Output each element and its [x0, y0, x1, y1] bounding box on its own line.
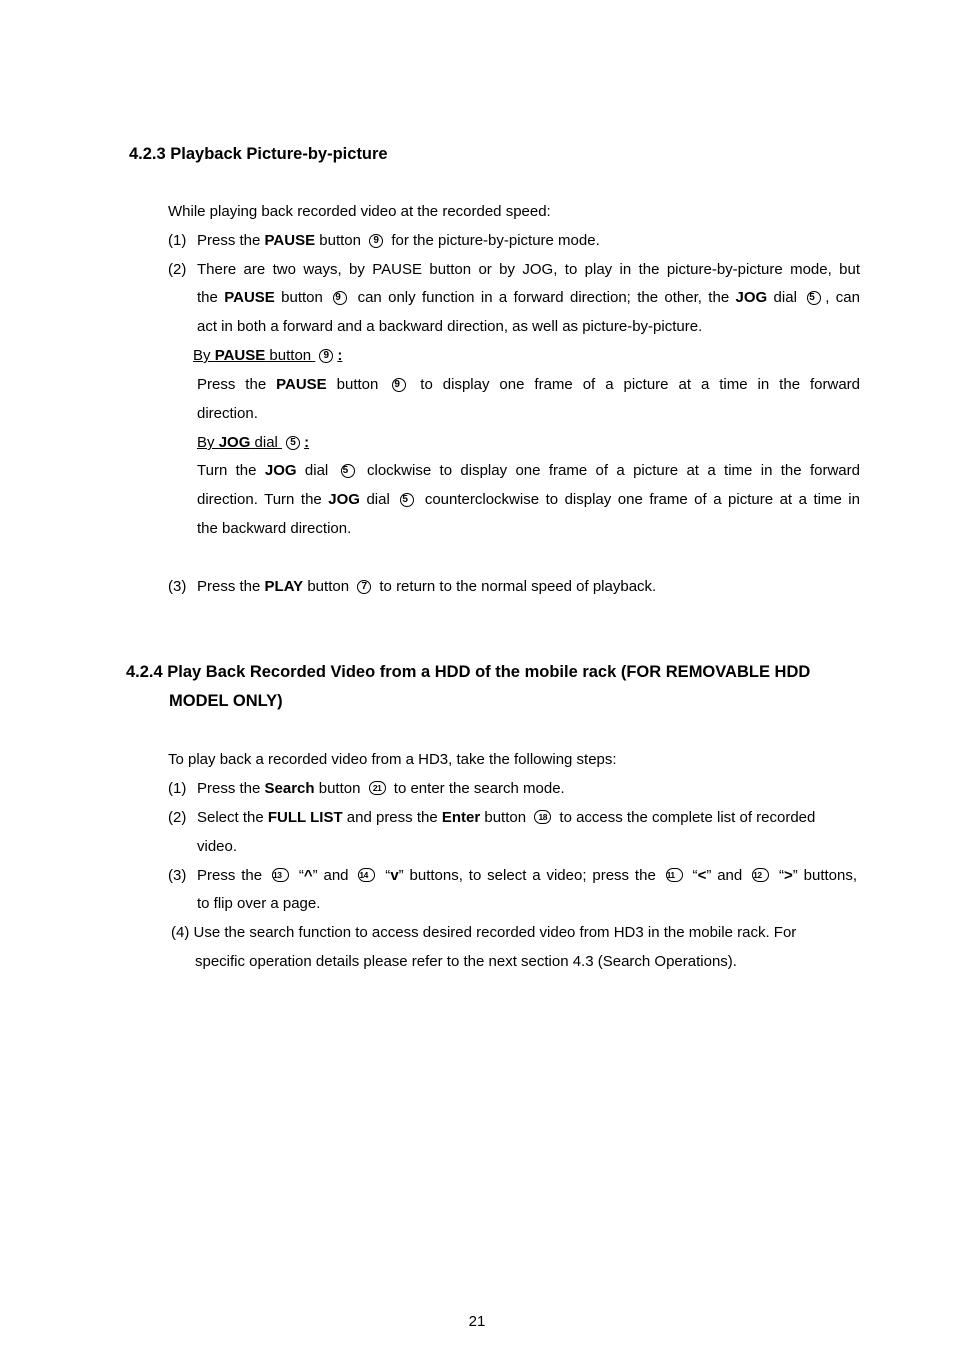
list-number: (2) — [168, 809, 187, 826]
list-item-2-line-1: There are two ways, by PAUSE button or by JOG, to play in the picture-by-picture mode, but — [197, 261, 860, 278]
intro-text: While playing back recorded video at the recorded speed: — [168, 203, 551, 220]
list-number: (1) — [168, 232, 187, 249]
section-heading-4-2-3: 4.2.3 Playback Picture-by-picture — [129, 145, 388, 163]
list-item-2-line-3: act in both a forward and a backward direction, as well as picture-by-picture. — [197, 318, 703, 335]
button-18-marker: 18 — [534, 810, 551, 824]
list-item-1: Press the PAUSE button 9 for the picture-by-picture mode. — [197, 232, 600, 249]
list-item-4-line-1: (4) Use the search function to access desired recorded video from HD3 in the mobile rack. For — [171, 924, 797, 941]
dial-5-marker: 5 — [807, 291, 821, 305]
jog-description-line-2: direction. Turn the JOG dial 5 counterclockwise to display one frame of a picture at a time in — [197, 491, 860, 508]
button-14-marker: 14 — [358, 868, 375, 882]
dial-5-marker: 5 — [341, 464, 355, 478]
button-11-marker: 11 — [666, 868, 683, 882]
subheading-by-jog: By JOG dial 5 : — [197, 434, 310, 451]
dial-5-marker: 5 — [286, 436, 300, 450]
section-heading-4-2-4-line-2: MODEL ONLY) — [169, 692, 283, 710]
page-number: 21 — [468, 1313, 486, 1330]
jog-description-line-3: the backward direction. — [197, 520, 352, 537]
list-item-2-line-2: video. — [197, 838, 238, 855]
button-21-marker: 21 — [369, 781, 386, 795]
button-12-marker: 12 — [752, 868, 769, 882]
list-number: (3) — [168, 578, 187, 595]
list-item-3-line-1: Press the 13 “^” and 14 “v” buttons, to select a video; press the 11 “<” and 12 “>” buttons, — [197, 867, 858, 884]
dial-5-marker: 5 — [400, 493, 414, 507]
list-item-3: Press the PLAY button 7 to return to the normal speed of playback. — [197, 578, 657, 595]
pause-description-line-1: Press the PAUSE button 9 to display one frame of a picture at a time in the forward — [197, 376, 861, 393]
button-7-marker: 7 — [357, 580, 371, 594]
list-number: (3) — [168, 867, 187, 884]
button-9-marker: 9 — [333, 291, 347, 305]
section-heading-4-2-4-line-1: 4.2.4 Play Back Recorded Video from a HDD of the mobile rack (FOR REMOVABLE HDD — [126, 663, 811, 681]
button-9-marker: 9 — [369, 234, 383, 248]
list-item-4-line-2: specific operation details please refer to the next section 4.3 (Search Operations). — [195, 953, 737, 970]
list-number: (1) — [168, 780, 187, 797]
button-9-marker: 9 — [319, 349, 333, 363]
list-item-1: Press the Search button 21 to enter the search mode. — [197, 780, 565, 797]
subheading-by-pause: By PAUSE button 9 : — [193, 347, 343, 364]
intro-text: To play back a recorded video from a HD3, take the following steps: — [168, 751, 617, 768]
list-item-3-line-2: to flip over a page. — [197, 895, 321, 912]
list-item-2-line-1: Select the FULL LIST and press the Enter button 18 to access the complete list of recorded — [197, 809, 816, 826]
button-13-marker: 13 — [272, 868, 289, 882]
list-item-2-line-2: the PAUSE button 9 can only function in a forward direction; the other, the JOG dial 5 , can — [197, 289, 860, 306]
list-number: (2) — [168, 261, 187, 278]
button-9-marker: 9 — [392, 378, 406, 392]
jog-description-line-1: Turn the JOG dial 5 clockwise to display one frame of a picture at a time in the forward — [197, 462, 860, 479]
pause-description-line-2: direction. — [197, 405, 258, 422]
